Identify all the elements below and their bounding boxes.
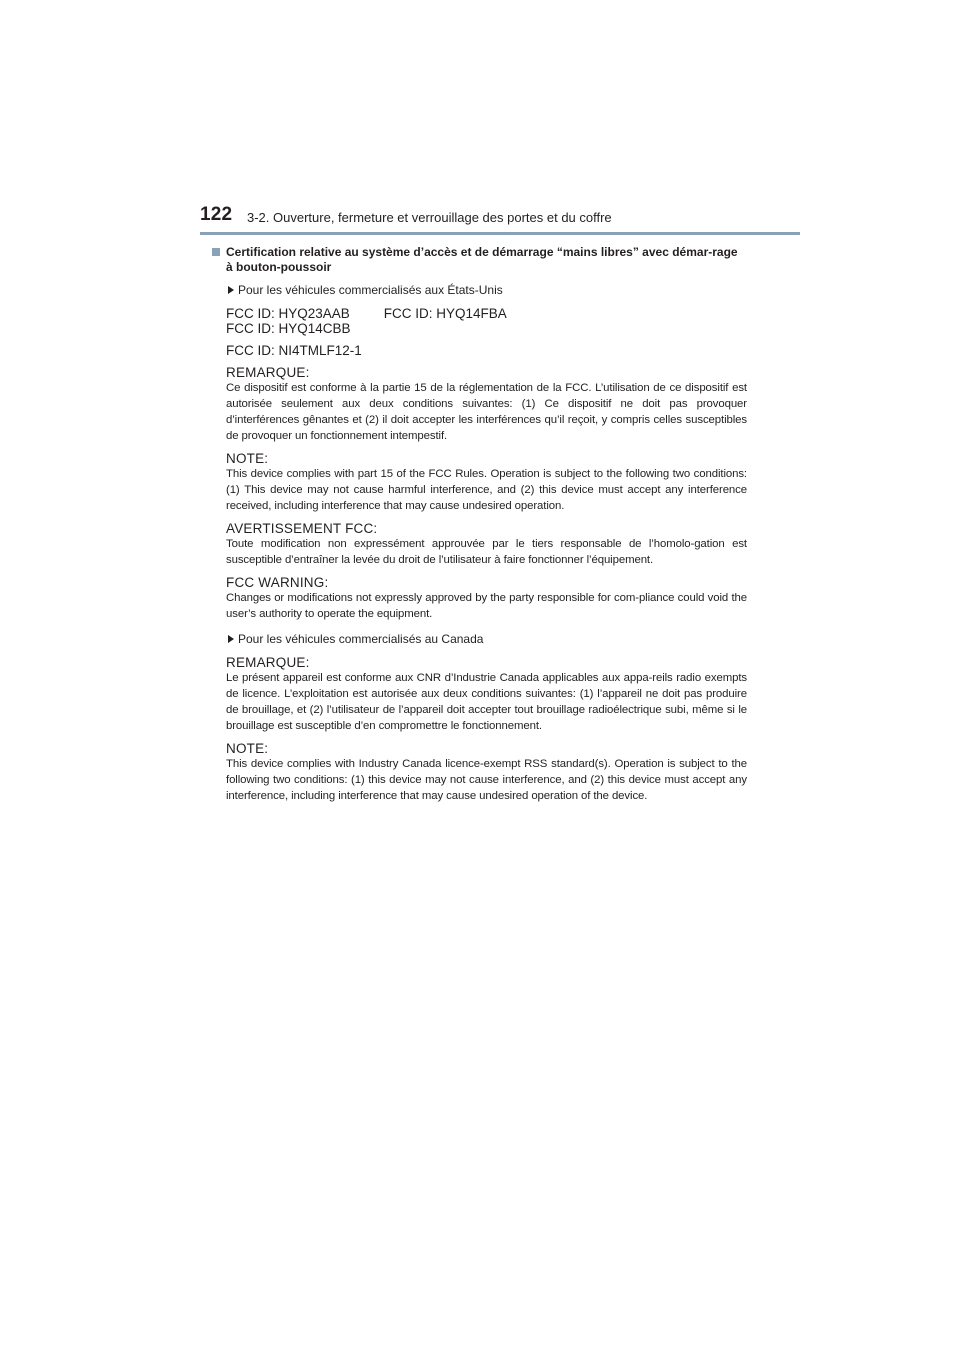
- page-content: [212, 245, 747, 804]
- block-title: NOTE:: [226, 741, 269, 756]
- canada-vehicles-bullet: [212, 632, 747, 647]
- page-number: 122: [200, 204, 233, 225]
- block-text: This device complies with part 15 of the FCC Rules. Operation is subject to the following two conditions: (1) This device may not cause harmful interference, and (2) this device must accept any interference received, including interference that may cause undesired operation.: [226, 468, 747, 512]
- block-text: Toute modification non expressément approuvée par le tiers responsable de l’homolo-gation est susceptible d’entraîner la levée du droit de l’utilisateur à faire fonctionner l’équipement.: [226, 538, 747, 566]
- block-title: REMARQUE:: [226, 365, 310, 380]
- fcc-id: FCC ID: NI4TMLF12-1: [226, 343, 362, 358]
- us-remarque-block: [212, 365, 747, 444]
- canada-remarque-block: [212, 655, 747, 734]
- fcc-id-list: [212, 306, 747, 358]
- us-vehicles-bullet: [212, 283, 747, 298]
- us-avertissement-block: [212, 521, 747, 568]
- block-title: FCC WARNING:: [226, 575, 329, 590]
- us-warning-block: [212, 575, 747, 622]
- header-divider: [200, 232, 800, 235]
- triangle-bullet-icon: [228, 286, 234, 294]
- us-vehicles-label: Pour les véhicules commercialisés aux États-Unis: [238, 283, 503, 297]
- fcc-id-row: [226, 306, 747, 321]
- block-text: Changes or modifications not expressly approved by the party responsible for com-pliance could void the user’s authority to operate the equipment.: [226, 592, 747, 620]
- block-title: NOTE:: [226, 451, 269, 466]
- certification-heading: [212, 245, 747, 275]
- block-text: Le présent appareil est conforme aux CNR d’Industrie Canada applicables aux appa-reils radio exempts de licence. L’exploitation est autorisée aux deux conditions suivantes: (1) l’appareil ne doit pas produire de brouillage, et (2) l’utilisateur de l’appareil doit accepter tout brouillage radioélectrique subi, même si le brouillage est susceptible d’en compromettre le fonctionnement.: [226, 672, 747, 732]
- fcc-id: FCC ID: HYQ14FBA: [383, 306, 507, 321]
- block-title: REMARQUE:: [226, 655, 310, 670]
- fcc-id: FCC ID: HYQ23AAB: [226, 306, 350, 321]
- block-text: This device complies with Industry Canada licence-exempt RSS standard(s). Operation is subject to the following two conditions: (1) this device may not cause interference, and (2) this device must accept any interference, including interference that may cause undesired operation of the device.: [226, 758, 747, 802]
- triangle-bullet-icon: [228, 635, 234, 643]
- canada-note-block: [212, 741, 747, 804]
- block-text: Ce dispositif est conforme à la partie 15 de la réglementation de la FCC. L’utilisation de ce dispositif est autorisée seulement aux deux conditions suivantes: (1) Ce dispositif ne doit pas provoquer d’interférences gênantes et (2) il doit accepter les interférences qu’il reçoit, y compris celles susceptibles de provoquer un fonctionnement intempestif.: [226, 382, 747, 442]
- certification-heading-text: Certification relative au système d’accès et de démarrage “mains libres” avec démar-rage à bouton-poussoir: [226, 245, 738, 274]
- fcc-id: FCC ID: HYQ14CBB: [226, 321, 351, 336]
- canada-vehicles-label: Pour les véhicules commercialisés au Canada: [238, 632, 484, 646]
- page-header: [0, 200, 960, 240]
- section-title: 3-2. Ouverture, fermeture et verrouillage des portes et du coffre: [247, 210, 612, 225]
- square-bullet-icon: [212, 248, 220, 256]
- block-title: AVERTISSEMENT FCC:: [226, 521, 378, 536]
- us-note-block: [212, 451, 747, 514]
